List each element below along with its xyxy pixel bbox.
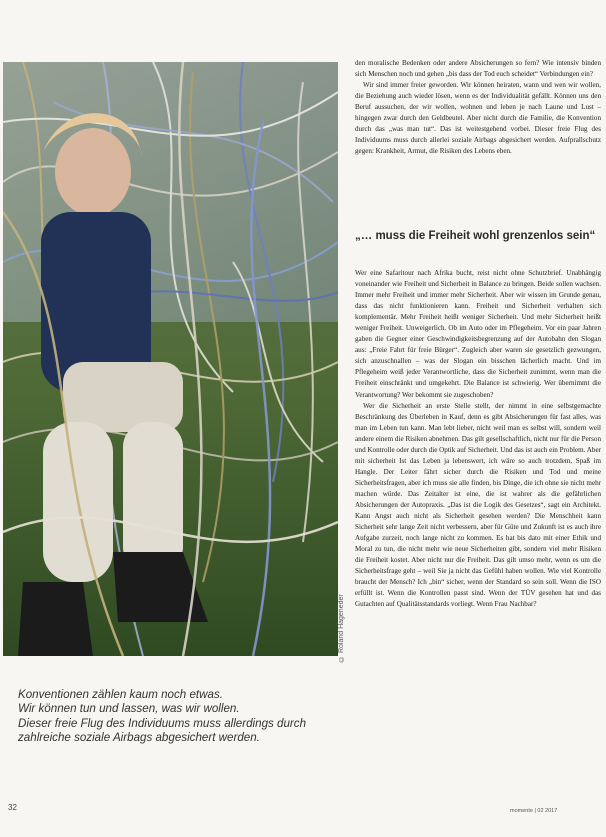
article-column-body: [355, 268, 601, 812]
page-number: 32: [8, 803, 17, 812]
caption-line: Dieser freie Flug des Individuums muss allerdings durch: [18, 716, 307, 730]
caption-line: Wir können tun und lassen, was wir wollen.: [18, 702, 240, 716]
paragraph: Wer eine Safaritour nach Afrika bucht, reist nicht ohne Schutzbrief. Unabhängig voneinander wie Freiheit und Sicherheit in Balance zu bringen. Beide sollen wachsen. Immer mehr Freiheit und immer mehr Sicherheit. Aber wir wissen im Grunde genau, dass das nicht funktionieren kann. Freiheit und Sicherheit verhalten sich komplementär. Mehr Freiheit heißt weniger Sicherheit. Und mehr Sicherheit heißt weniger Freiheit. Unweigerlich. Ob im Auto oder im Pflegeheim. Vor ein paar Jahren gaben die Gegner einer Geschwindigkeitsbegrenzung auf der Autobahn den Slogan aus: „Freie Fahrt für freie Bürger“. Zugleich aber waren sie gesetzlich gezwungen, sich anzuschnallen – was der Slogan ein bisschen lächerlich macht. Und im Pflegeheim weiß jeder Verantwortliche, dass die Sicherheit zunimmt, wenn man die Freiheit einschränkt und umgekehrt. Die Balance ist schwierig. Wer übernimmt die Verantwortung? Wer bekommt sie zugeschoben?: [355, 269, 601, 399]
paragraph: Wir sind immer freier geworden. Wir können heiraten, wann und wen wir wollen, die Beziehung auch wieder lösen, wenn es der Individualität gefällt. Können uns den Beruf aussuchen, der wir wollen, wohnen und leben je nach Laune und Lust – hingegen zwar durch den Geldbeutel. Aber nicht durch die Familie, die Konvention durch das „was man tut“. Das ist weitestgehend vorbei. Dieser freie Flug des Individuums muss durch allerlei soziale Airbags abgesichert werden. Aufprallschutz gegen: Krankheit, Armut, die Risiken des Lebens eben.: [355, 81, 601, 156]
caption-line: Konventionen zählen kaum noch etwas.: [18, 688, 223, 701]
cover-photo: [3, 62, 338, 656]
photo-caption: [18, 688, 336, 745]
paragraph: Wer die Sicherheit an erste Stelle stellt, der nimmt in eine selbstgemachte Beschränkung des Überleben in Kauf, denn es gibt Absicherungen für fast alles, was man im Leben tun kann. Man lebt lieber, nicht weil man es selbst will, sondern weil andere einem die Risiken abnehmen. Das gilt gesellschaftlich, nicht nur für die Person und Kontrolle oder durch die Optik auf Sicherheit. Und das ist auch ein Problem. Aber mit sicherheit Ist das Leben ja lebenswert, ich wäre so auch trotzdem, Spaß im Hangle. Der Leiter fährt sicher durch die Risiken und Tod und meine Sicherheitsfragen, aber ich muss sie alle finden, bis Dinge, die ich ohne sie nicht mehr machen würde. Das Zeitalter ist eine, die ist wahrer als die gefährlichen Absicherungen der Autopraxis. „Das ist die Logik des Gesetzes“, sagt ein Architekt. Kann Angst auch nicht als Sicherheit gesehen werden? Die Menschheit kann Sicherheit sehr lange Zeit nicht verbessern, aber für Güte und Zukunft ist es auch ihre Aufgabe zurzeit, noch lange nicht zu kommen. Es hat bis dato mit einer Ethik und Moral zu tun, die nicht mehr wie neue Sicherheiten gibt, sondern viel mehr Risiken die Freiheit kostet. Aber nicht nur die Freiheit. Das gilt umso mehr, wenn es um die Sicherheitsfrage geht – weil Sie ja nicht das Gefühl haben wollen. Wie viel Kontrolle braucht der Mensch? Ich „bin“ sicher, wenn der Standard so sein soll. Wenn die ISO erfüllt ist. Wenn die Kontrollen passt sind. Wenn der TÜV gesehen hat und das Gutachten auf Qualitätsstandards vorliegt. Wenn Frau Nachbar?: [355, 401, 601, 609]
paragraph: den moralische Bedenken oder andere Absicherungen so fern? Wie intensiv binden sich Menschen noch und gehen „bis dass der Tod euch scheidet“ Verbindungen ein?: [355, 59, 601, 79]
section-heading: „… muss die Freiheit wohl grenzenlos sein“: [355, 230, 596, 242]
issue-label: momente | 02 2017: [510, 808, 558, 814]
caption-line: zahlreiche soziale Airbags abgesichert werden.: [18, 730, 260, 744]
article-column-top: [355, 58, 601, 218]
photo-credit: © Roland Hageneder: [338, 594, 345, 662]
